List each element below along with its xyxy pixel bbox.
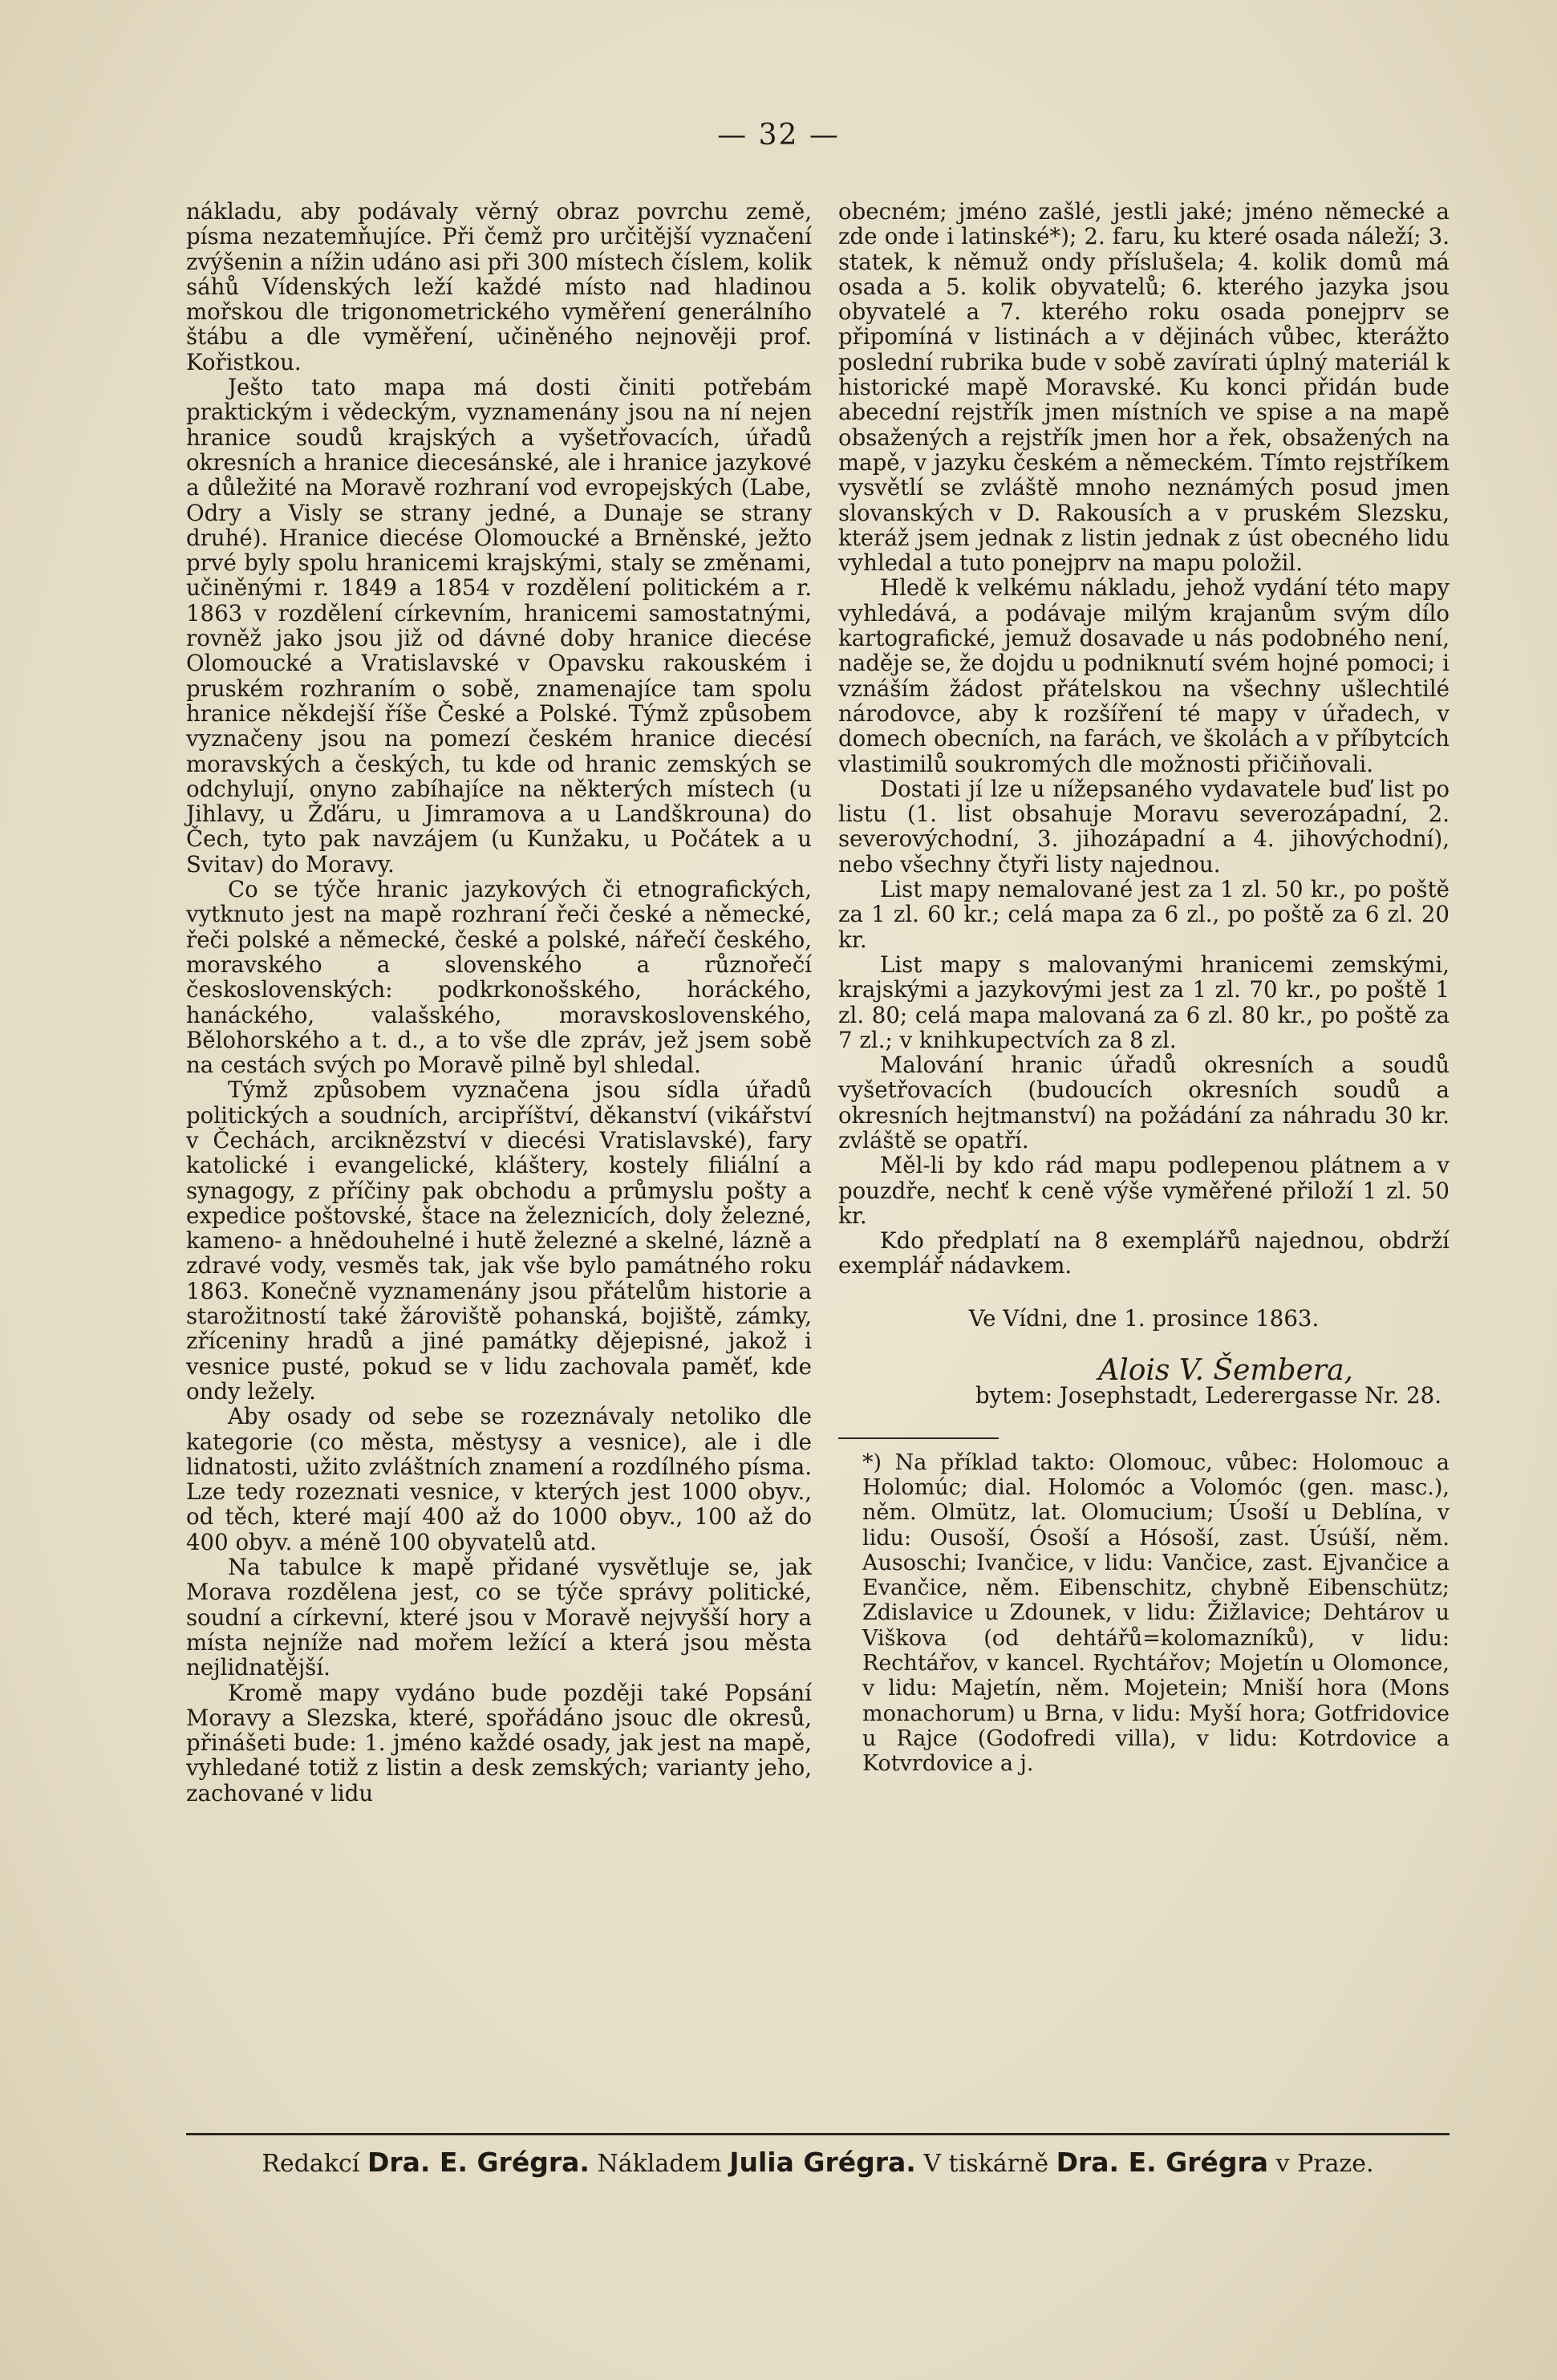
imprint-text: Nákladem xyxy=(589,2150,730,2178)
paragraph: Měl-li by kdo rád mapu podlepenou plátnem a v pouzdře, nechť k ceně výše vyměřené přiloží 1 zl. 50 kr. xyxy=(838,1152,1450,1229)
paragraph: Kdo předplatí na 8 exemplářů najednou, obdrží exemplář nádavkem. xyxy=(838,1227,1450,1279)
footnote: *) Na příklad takto: Olomouc, vůbec: Holomouc a Holomúc; dial. Holomóc a Volomóc (gen. masc.), něm. Olmütz, lat. Olomucium; Úsoší u Deblína, v lidu: Ousoší, Ósoší a Hósoší, zast. Úsúší, něm. Ausoschi; Ivančice, v lidu: Vančice, zast. Ejvančice a Evančice, něm. Eibenschitz, chybně Eibenschütz; Zdislavice u Zdounek, v lidu: Žižlavice; Dehtárov u Viškova (od dehtářů=kolomazníků), v lidu: Rechtářov, v kancel. Rychtářov; Mojetín u Olomonce, v lidu: Majetín, něm. Mojetein; Mniší hora (Mons monachorum) u Brna, v lidu: Myší hora; Gotfridovice u Rajce (Godofredi villa), v lidu: Kotrdovice a Kotvrdovice a j. xyxy=(862,1449,1450,1777)
imprint-line xyxy=(186,2147,1450,2178)
page-number: — 32 — xyxy=(717,119,840,152)
paragraph: Týmž způsobem vyznačena jsou sídla úřadů politických a soudních, arcipříštví, děkanství (vikářství v Čechách, arciknězství v diecési Vratislavské), fary katolické i evangelické, kláštery, kostely filiální a synagogy, z příčiny pak obchodu a průmyslu pošty a expedice poštovské, štace na železnicích, doly železné, kameno- a hnědouhelné i hutě železné a skelné, lázně a zdravé vody, vesměs tak, jak vše bylo památného roku 1863. Konečně vyznamenány jsou přátelům historie a starožitností také žároviště pohanská, bojiště, zámky, zříceniny hradů a jiné památky dějepisné, jakož i vesnice pusté, pokud se v lidu zachovala paměť, kde ondy ležely. xyxy=(186,1076,812,1405)
paragraph: nákladu, aby podávaly věrný obraz povrchu země, písma nezatemňujíce. Při čemž pro určitější vyznačení zvýšenin a nížin udáno asi při 300 místech číslem, kolik sáhů Vídenských leží každé místo nad hladinou mořskou dle trigonometrického vyměření generálního štábu a dle vyměření, učiněného nejnověji prof. Kořistkou. xyxy=(186,198,812,375)
paragraph: Aby osady od sebe se rozeznávaly netoliko dle kategorie (co města, městysy a vesnice), ale i dle lidnatosti, užito zvláštních znamení a rozdílného písma. Lze tedy rozeznati vesnice, v kterých jest 1000 obyv., od těch, které mají 400 až do 1000 obyv., 100 až do 400 obyv. a méně 100 obyvatelů atd. xyxy=(186,1403,812,1555)
imprint-text: Redakcí xyxy=(262,2150,367,2178)
imprint-text: V tiskárně xyxy=(915,2150,1056,2178)
paragraph: Malování hranic úřadů okresních a soudů vyšetřovacích (budoucích okresních soudů a okresních hejtmanství) na požádání za náhradu 30 kr. zvláště se opatří. xyxy=(838,1052,1450,1154)
paragraph: List mapy s malovanými hranicemi zemskými, krajskými a jazykovými jest za 1 zl. 70 kr., po poště 1 zl. 80; celá mapa malovaná za 6 zl. 80 kr., po poště za 7 zl.; v knihkupectvích za 8 zl. xyxy=(838,951,1450,1053)
imprint-publisher: Julia Grégra. xyxy=(729,2147,916,2178)
paragraph: Hledě k velkému nákladu, jehož vydání této mapy vyhledává, a podávaje milým krajanům svým dílo kartografické, jemuž dosavade u nás podobného není, naděje se, že dojdu u podniknutí svém hojné pomoci; i vznáším žádost přátelskou na všechny ušlechtilé národovce, aby k rozšíření té mapy v úřadech, v domech obecních, na farách, ve školách a v příbytcích vlastimilů soukromých dle možnosti přičiňovali. xyxy=(838,574,1450,777)
author-address: bytem: Josephstadt, Lederergasse Nr. 28. xyxy=(975,1382,1441,1409)
place-date: Ve Vídni, dne 1. prosince 1863. xyxy=(968,1304,1320,1332)
author-signature: Alois V. Šembera, xyxy=(1098,1354,1353,1388)
paragraph: Dostati jí lze u nížepsaného vydavatele buď list po listu (1. list obsahuje Moravu severozápadní, 2. severovýchodní, 3. jihozápadní a 4. jihovýchodní), nebo všechny čtyři listy najednou. xyxy=(838,775,1450,878)
footnote-divider xyxy=(838,1437,999,1439)
imprint-printer: Dra. E. Grégra xyxy=(1056,2147,1269,2178)
imprint-divider xyxy=(186,2133,1450,2135)
paragraph: Co se týče hranic jazykových či etnografických, vytknuto jest na mapě rozhraní řeči české a německé, řeči polské a německé, české a polské, nářečí českého, moravského a slovenského a různořečí československých: podkrkonošského, horáckého, hanáckého, valašského, moravskoslovenského, Bělohorského a t. d., a to vše dle zpráv, jež jsem sobě na cestách svých po Moravě pilně byl shledal. xyxy=(186,876,812,1079)
left-column xyxy=(186,199,812,1806)
paragraph: List mapy nemalované jest za 1 zl. 50 kr., po poště za 1 zl. 60 kr.; celá mapa za 6 zl., po poště za 6 zl. 20 kr. xyxy=(838,876,1450,953)
right-column xyxy=(838,199,1450,1777)
paragraph: Na tabulce k mapě přidané vysvětluje se, jak Morava rozdělena jest, co se týče správy politické, soudní a církevní, které jsou v Moravě nejvyšší hory a místa nejníže nad mořem ležící a která jsou města nejlidnatější. xyxy=(186,1554,812,1681)
paragraph: obecném; jméno zašlé, jestli jaké; jméno německé a zde onde i latinské*); 2. faru, ku které osada náleží; 3. statek, k němuž ondy příslušela; 4. kolik domů má osada a 5. kolik obyvatelů; 6. kterého jazyka jsou obyvatelé a 7. kterého roku osada ponejprv se připomíná v listinách a v dějinách vůbec, kterážto poslední rubrika bude v sobě zavírati úplný materiál k historické mapě Moravské. Ku konci přidán bude abecední rejstřík jmen místních ve spise a na mapě obsažených a rejstřík jmen hor a řek, obsažených na mapě, v jazyku českém a německém. Tímto rejstříkem vysvětlí se zvláště mnoho neznámých posud jmen slovanských v D. Rakousích a v pruském Slezsku, kteráž jsem jednak z listin jednak z úst obecného lidu vyhledal a tuto ponejprv na mapu položil. xyxy=(838,198,1450,577)
paragraph: Kromě mapy vydáno bude později také Popsání Moravy a Slezska, které, spořádáno jsouc dle okresů, přinášeti bude: 1. jméno každé osady, jak jest na mapě, vyhledané totiž z listin a desk zemských; varianty jeho, zachované v lidu xyxy=(186,1679,812,1806)
imprint-text: v Praze. xyxy=(1268,2150,1374,2178)
imprint-editor: Dra. E. Grégra. xyxy=(367,2147,590,2178)
paragraph: Ješto tato mapa má dosti činiti potřebám praktickým i vědeckým, vyznamenány jsou na ní nejen hranice soudů krajských a vyšetřovacích, úřadů okresních a hranice diecesánské, ale i hranice jazykové a důležité na Moravě rozhraní vod evropejských (Labe, Odry a Visly se strany jedné, a Dunaje se strany druhé). Hranice diecése Olomoucké a Brněnské, ježto prvé byly spolu hranicemi krajskými, staly se změnami, učiněnými r. 1849 a 1854 v rozdělení politickém a r. 1863 v rozdělení církevním, hranicemi samostatnými, rovněž jako jsou již od dávné doby hranice diecése Olomoucké a Vratislavské v Opavsku rakouském i pruském rozhraním o sobě, znamenajíce tam spolu hranice někdejší říše České a Polské. Týmž způsobem vyznačeny jsou na pomezí českém hranice diecésí moravských a českých, tu kde od hranic zemských se odchylují, onyno zabíhajíce na některých místech (u Jihlavy, u Žďáru, u Jimramova a u Landškrouna) do Čech, tyto pak navzájem (u Kunžaku, u Počátek a u Svitav) do Moravy. xyxy=(186,374,812,878)
